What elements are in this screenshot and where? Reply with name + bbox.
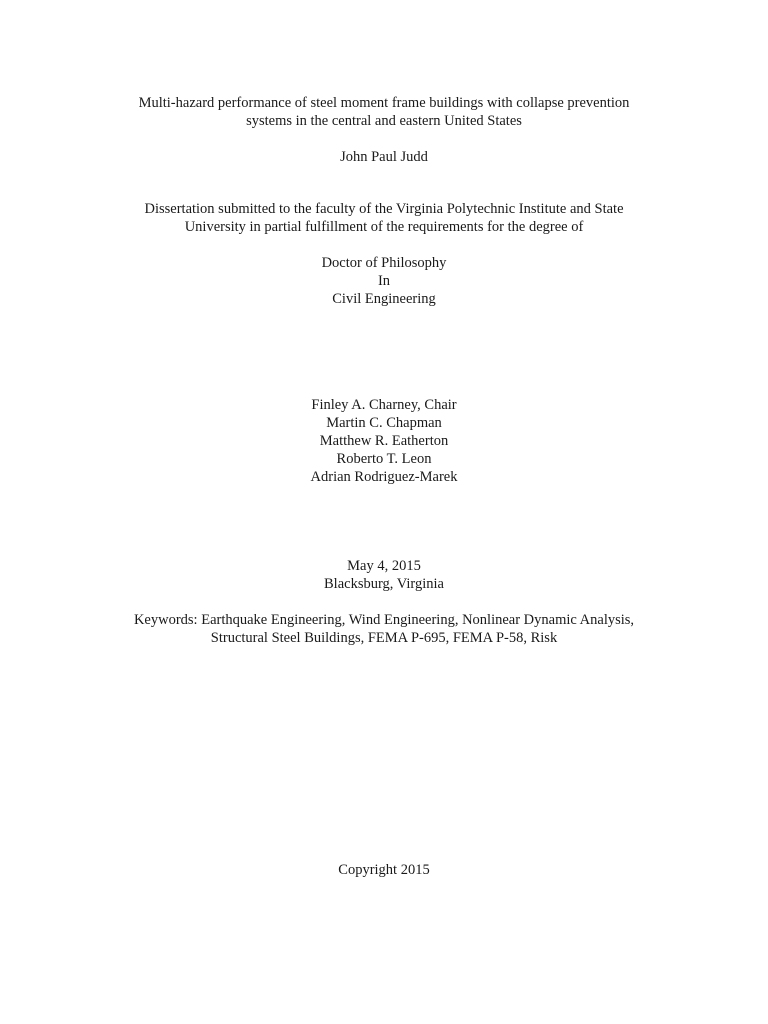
author-name [0,148,768,166]
committee-member: Finley A. Charney, Chair [311,397,457,413]
submission-location: Blacksburg, Virginia [324,576,444,592]
degree-connector: In [377,273,391,289]
committee-member: Matthew R. Eatherton [319,433,449,449]
copyright-line: Copyright 2015 [338,862,430,878]
keywords-line-1: Keywords: Earthquake Engineering, Wind Engineering, Nonlinear Dynamic Analysis, [133,612,635,628]
committee-list [0,396,768,486]
committee-member: Roberto T. Leon [336,451,432,467]
copyright-notice [0,861,768,879]
keywords [0,611,768,647]
submission-date: May 4, 2015 [347,558,421,574]
submission-line-1: Dissertation submitted to the faculty of the Virginia Polytechnic Institute and State [144,201,624,217]
dissertation-title [0,94,768,130]
degree-name: Doctor of Philosophy [321,255,447,271]
author-line: John Paul Judd [340,149,428,165]
submission-line-2: University in partial fulfillment of the requirements for the degree of [184,219,584,235]
committee-member: Martin C. Chapman [326,415,442,431]
degree-info [0,254,768,308]
title-line-1: Multi-hazard performance of steel moment frame buildings with collapse prevention [138,95,630,111]
submission-statement [0,200,768,236]
committee-member: Adrian Rodriguez-Marek [310,469,458,485]
degree-field: Civil Engineering [332,291,436,307]
date-location [0,557,768,593]
keywords-line-2: Structural Steel Buildings, FEMA P-695, FEMA P-58, Risk [210,630,558,646]
title-line-2: systems in the central and eastern United States [246,113,522,129]
